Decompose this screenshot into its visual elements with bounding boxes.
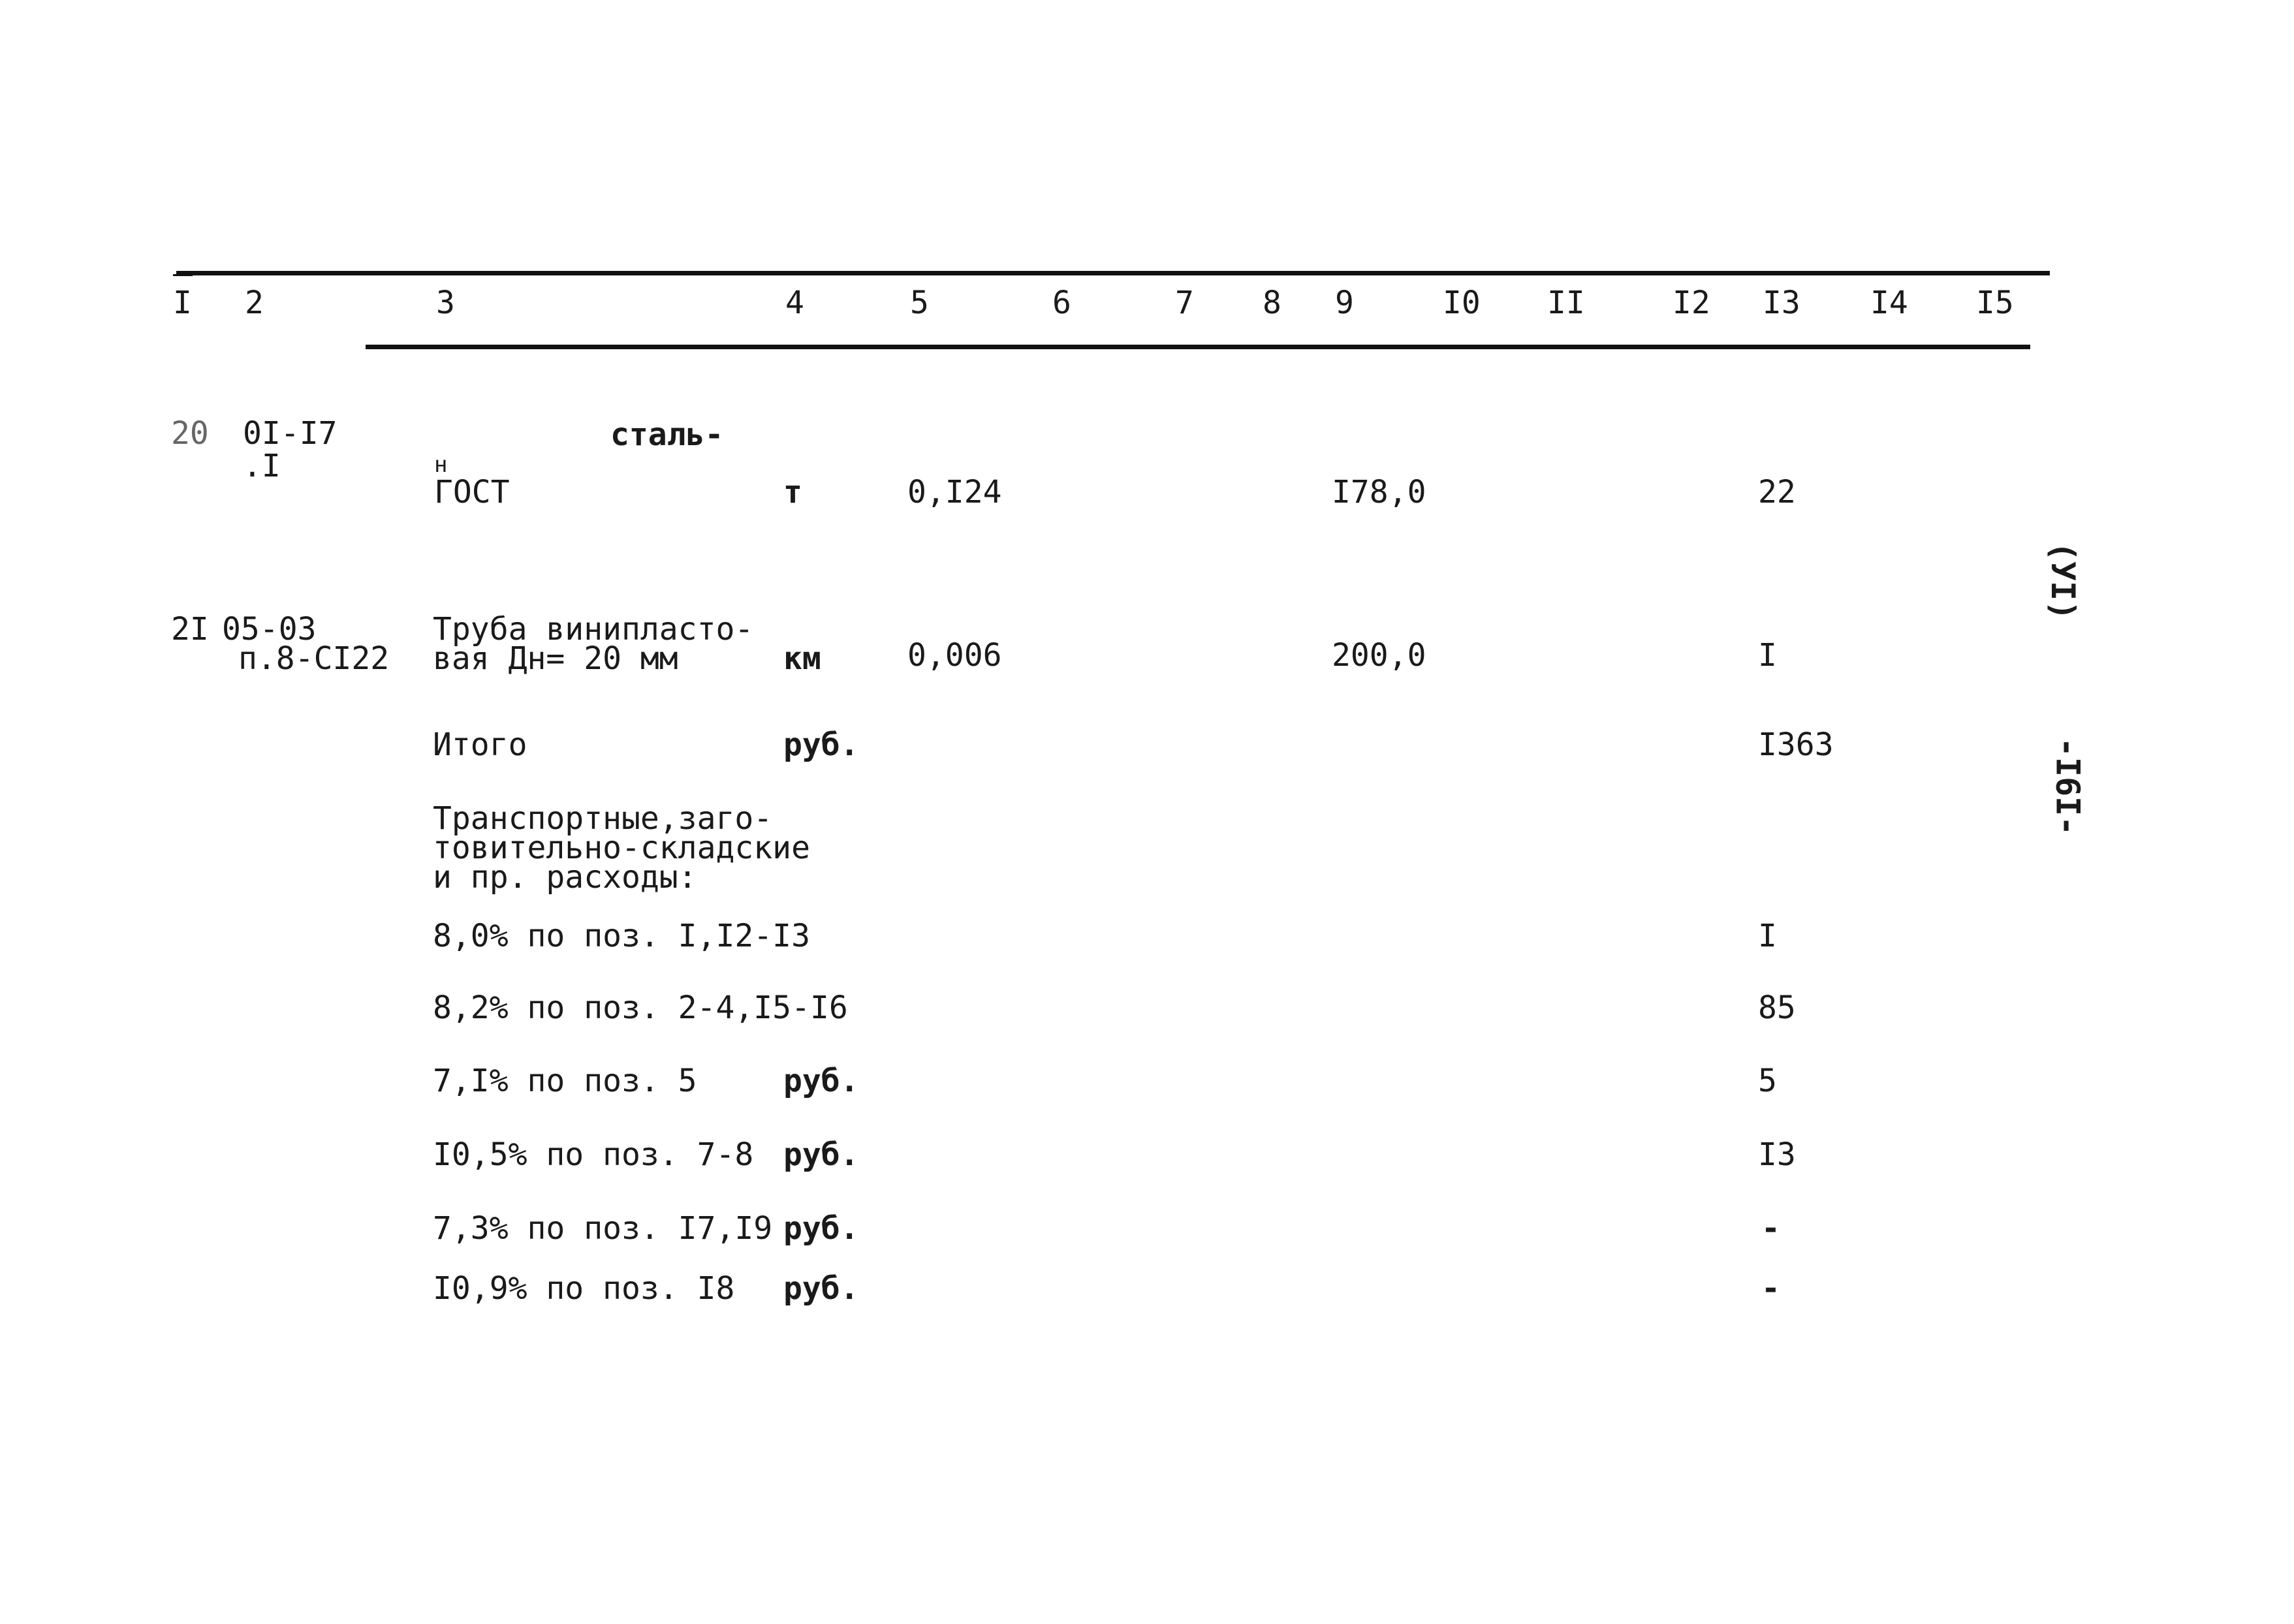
header-top-rule-stub bbox=[173, 274, 193, 276]
surcharge-label: I0,5% по поз. 7-8 bbox=[433, 1136, 754, 1173]
surcharge-unit: руб. bbox=[783, 1136, 859, 1173]
subtotal-unit: руб. bbox=[783, 726, 859, 763]
column-header: 3 bbox=[436, 285, 455, 321]
row-unit: км bbox=[783, 640, 821, 677]
column-header: I2 bbox=[1673, 285, 1710, 321]
column-header: II bbox=[1547, 285, 1585, 321]
surcharge-total: - bbox=[1761, 1210, 1780, 1247]
row-number: 2I bbox=[171, 611, 209, 648]
transport-heading-line: и пр. расходы: bbox=[433, 859, 697, 896]
surcharge-unit: руб. bbox=[783, 1270, 859, 1307]
transport-heading-line: Транспортные,заго- bbox=[433, 800, 773, 837]
row-name: сталь- bbox=[610, 416, 724, 453]
subtotal-total: I363 bbox=[1758, 726, 1834, 763]
row-name: Труба винипласто- bbox=[433, 611, 754, 648]
row-name: ГОСТ bbox=[434, 474, 510, 510]
header-top-rule bbox=[176, 271, 2050, 275]
surcharge-unit: руб. bbox=[783, 1210, 859, 1247]
surcharge-label: 8,0% по поз. I,I2-I3 bbox=[433, 918, 810, 954]
column-header: 2 bbox=[245, 285, 264, 321]
row-unit: т bbox=[783, 474, 802, 510]
surcharge-label: I0,9% по поз. I8 bbox=[433, 1270, 735, 1307]
surcharge-label: 7,3% по поз. I7,I9 bbox=[433, 1210, 773, 1247]
surcharge-total: I bbox=[1758, 918, 1777, 954]
header-bottom-rule bbox=[366, 345, 2030, 349]
row-quantity: 0,I24 bbox=[907, 474, 1002, 510]
column-header: I3 bbox=[1763, 285, 1800, 321]
row-total: 22 bbox=[1758, 474, 1796, 510]
surcharge-total: I3 bbox=[1758, 1136, 1796, 1173]
side-page-number: -I6I- bbox=[2049, 737, 2087, 836]
surcharge-label: 8,2% по поз. 2-4,I5-I6 bbox=[433, 990, 848, 1026]
row-code: .I bbox=[243, 448, 281, 484]
row-price: I78,0 bbox=[1332, 474, 1426, 510]
surcharge-total: 85 bbox=[1758, 990, 1796, 1026]
row-name: н bbox=[434, 452, 448, 478]
column-header: I5 bbox=[1976, 285, 2014, 321]
column-header: 8 bbox=[1263, 285, 1281, 321]
side-mark: (УI) bbox=[2044, 541, 2082, 621]
row-code: 0I-I7 bbox=[243, 415, 338, 452]
row-number: 20 bbox=[171, 415, 209, 452]
row-code: п.8-СI22 bbox=[238, 640, 390, 677]
column-header: I4 bbox=[1870, 285, 1908, 321]
row-name: вая Дн= 20 мм bbox=[433, 640, 678, 677]
column-header: 7 bbox=[1175, 285, 1194, 321]
row-quantity: 0,006 bbox=[907, 637, 1002, 674]
column-header: 6 bbox=[1052, 285, 1071, 321]
row-total: I bbox=[1758, 637, 1777, 674]
row-price: 200,0 bbox=[1332, 637, 1426, 674]
column-header: 5 bbox=[910, 285, 929, 321]
surcharge-label: 7,I% по поз. 5 bbox=[433, 1063, 697, 1099]
column-header: I bbox=[173, 285, 192, 321]
surcharge-unit: руб. bbox=[783, 1063, 859, 1099]
subtotal-label: Итого bbox=[433, 726, 527, 763]
column-header: 4 bbox=[785, 285, 804, 321]
transport-heading-line: товительно-складские bbox=[433, 830, 810, 866]
surcharge-total: 5 bbox=[1758, 1063, 1777, 1099]
surcharge-total: - bbox=[1761, 1270, 1780, 1307]
column-header: I0 bbox=[1443, 285, 1481, 321]
row-code: 05-03 bbox=[222, 611, 317, 648]
column-header: 9 bbox=[1335, 285, 1354, 321]
